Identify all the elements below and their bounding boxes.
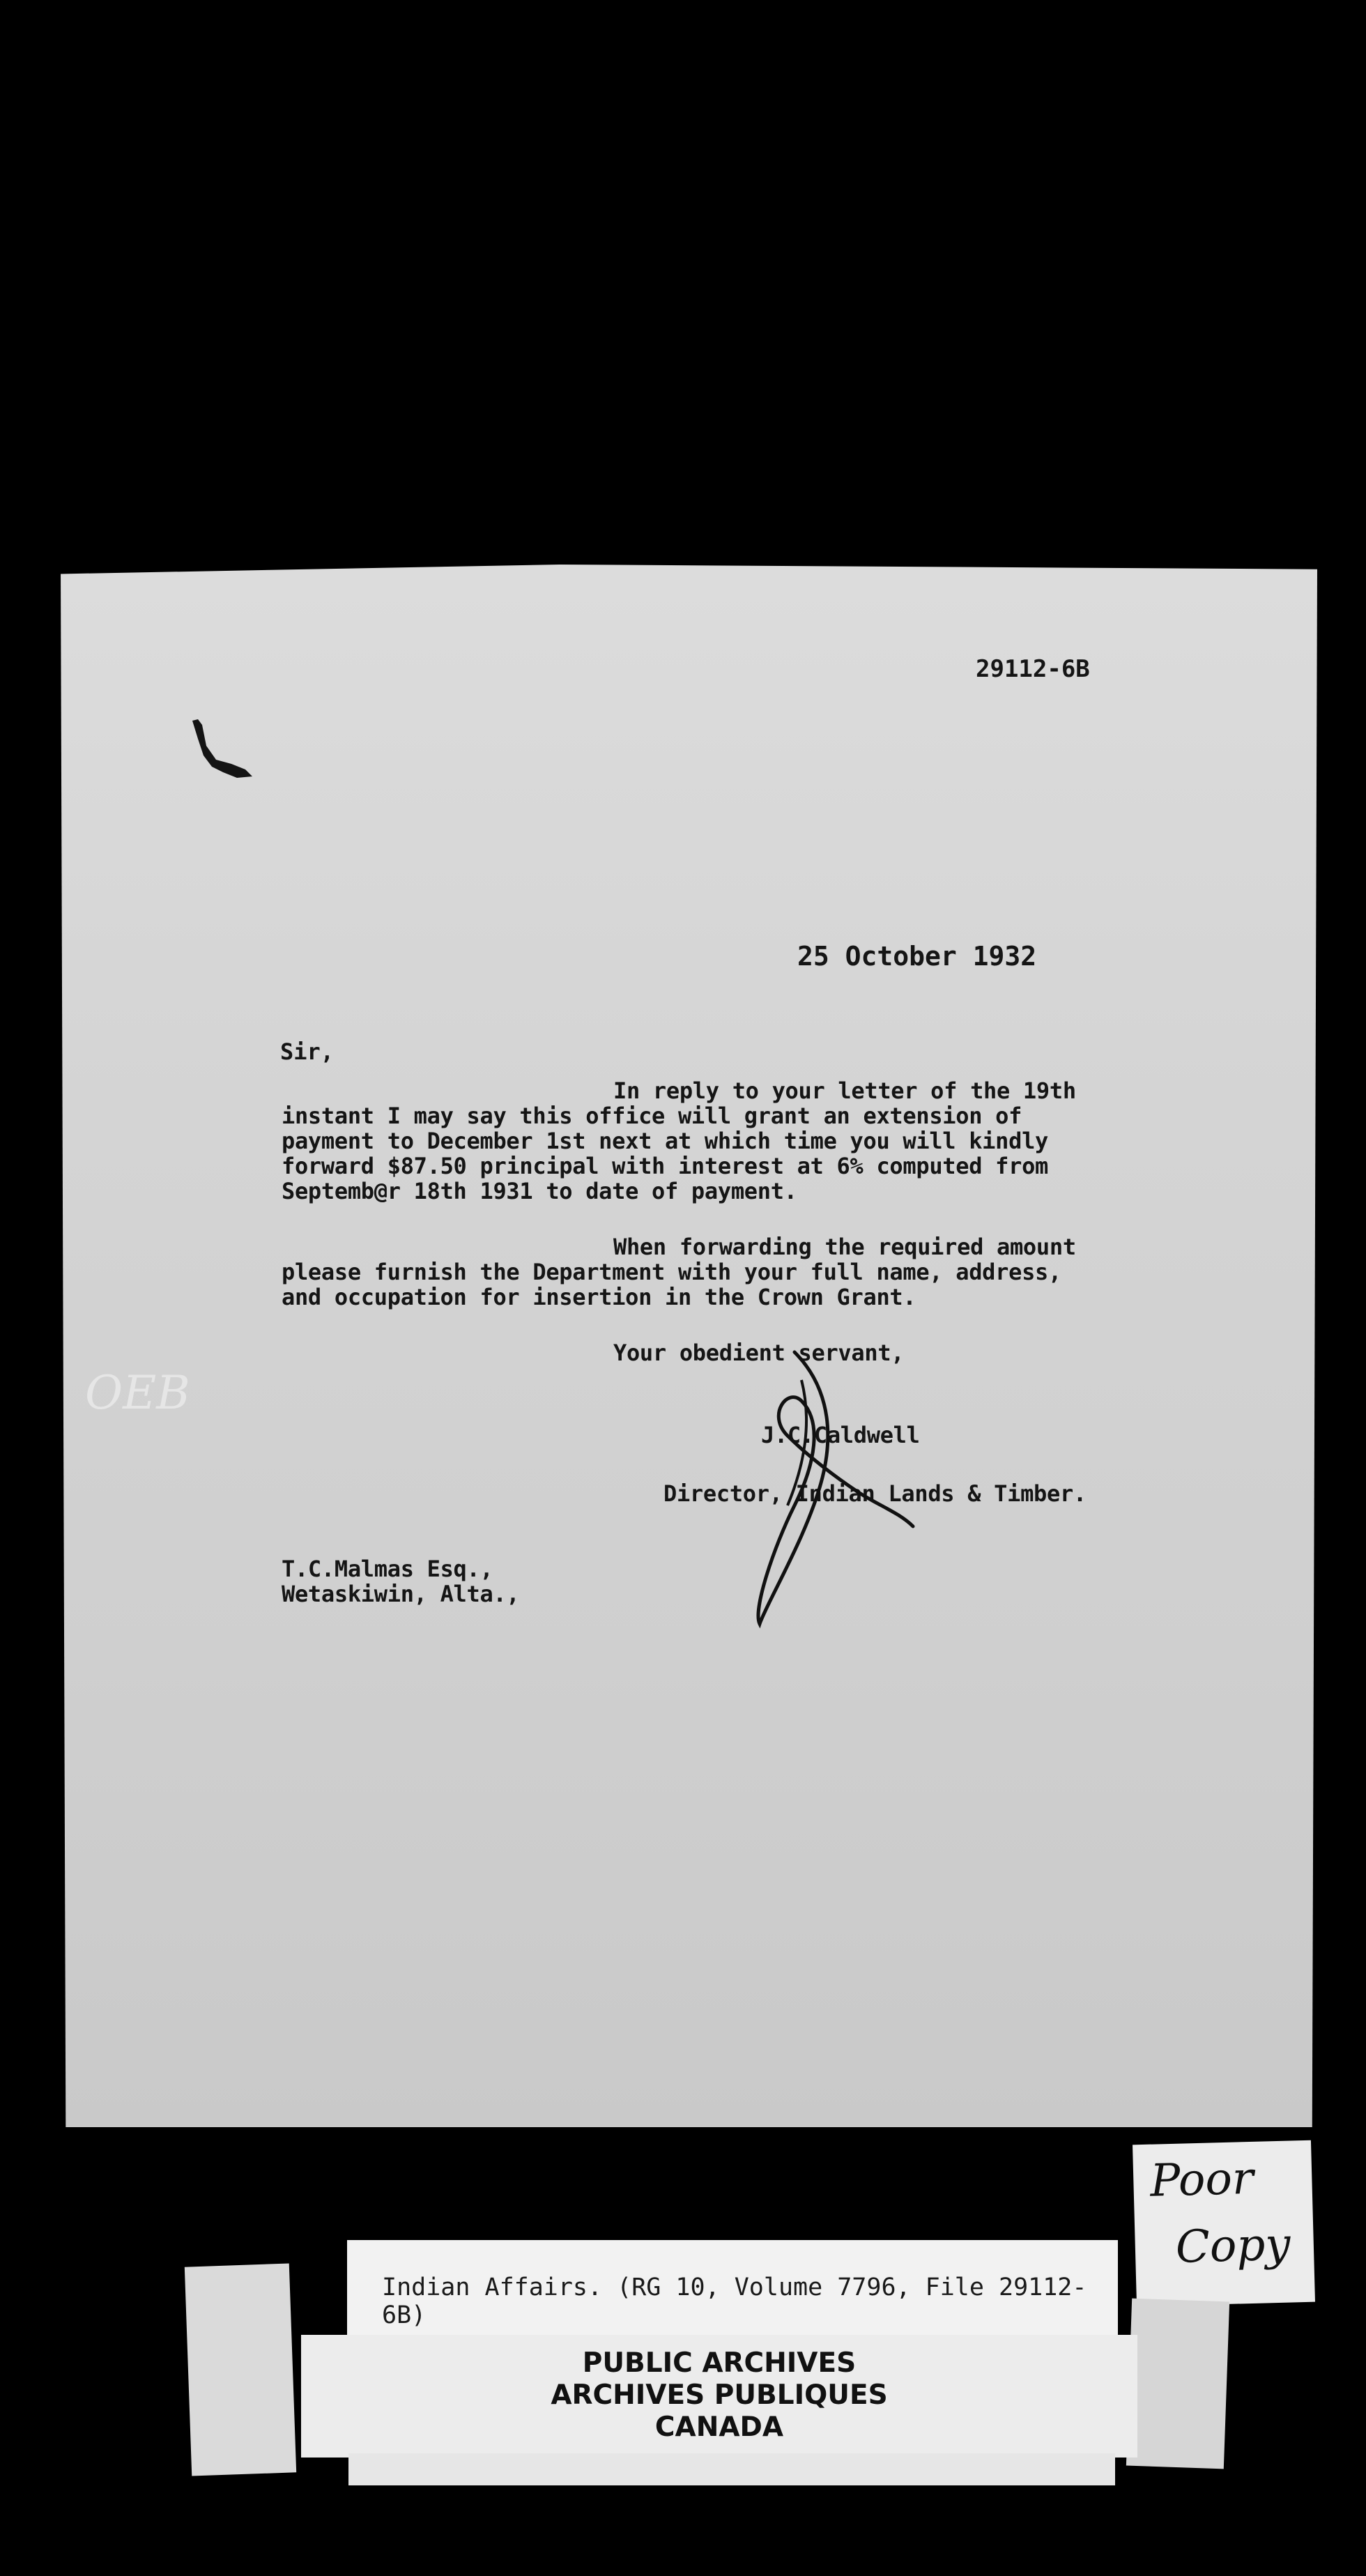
label-strip (348, 2453, 1115, 2485)
addressee-name: T.C.Malmas Esq., (282, 1556, 493, 1582)
archives-label (301, 2335, 1137, 2458)
paragraph-1-line-4: forward $87.50 principal with interest at 6% computed from (282, 1153, 1049, 1179)
margin-initials: OEB (85, 1366, 190, 1420)
signatory-title: Director, Indian Lands & Timber. (663, 1480, 1087, 1507)
paragraph-2-line-3: and occupation for insertion in the Crown Grant. (282, 1284, 916, 1310)
label-card-right (1126, 2299, 1229, 2469)
citation-text: Indian Affairs. (RG 10, Volume 7796, File 29112-6B) (382, 2274, 1087, 2329)
poor-copy-word-2: Copy (1174, 2218, 1291, 2274)
addressee-place: Wetaskiwin, Alta., (282, 1581, 520, 1607)
paragraph-1-line-2: instant I may say this office will grant an extension of (282, 1103, 1022, 1129)
paragraph-1-line-1: In reply to your letter of the 19th (613, 1078, 1076, 1104)
archives-line-3: CANADA (654, 2412, 784, 2443)
label-card-left (185, 2263, 296, 2476)
handwritten-signature (718, 1338, 941, 1638)
signatory-name: J.C.Caldwell (761, 1422, 920, 1448)
citation-label (347, 2240, 1118, 2339)
salutation: Sir, (280, 1038, 335, 1065)
archives-line-1: PUBLIC ARCHIVES (582, 2347, 857, 2379)
ink-blot-mark (188, 718, 255, 781)
paragraph-2-line-1: When forwarding the required amount (613, 1234, 1076, 1260)
poor-copy-note (1133, 2140, 1315, 2307)
file-reference: 29112-6B (976, 655, 1090, 683)
paragraph-1-line-5: Septemb@r 18th 1931 to date of payment. (282, 1178, 797, 1204)
archives-line-2: ARCHIVES PUBLIQUES (551, 2379, 888, 2411)
paragraph-2-line-2: please furnish the Department with your full name, address, (282, 1259, 1061, 1285)
letter-date: 25 October 1932 (797, 941, 1037, 972)
closing: Your obedient servant, (613, 1340, 905, 1366)
paragraph-1-line-3: payment to December 1st next at which time you will kindly (282, 1128, 1049, 1154)
poor-copy-word-1: Poor (1149, 2152, 1254, 2207)
